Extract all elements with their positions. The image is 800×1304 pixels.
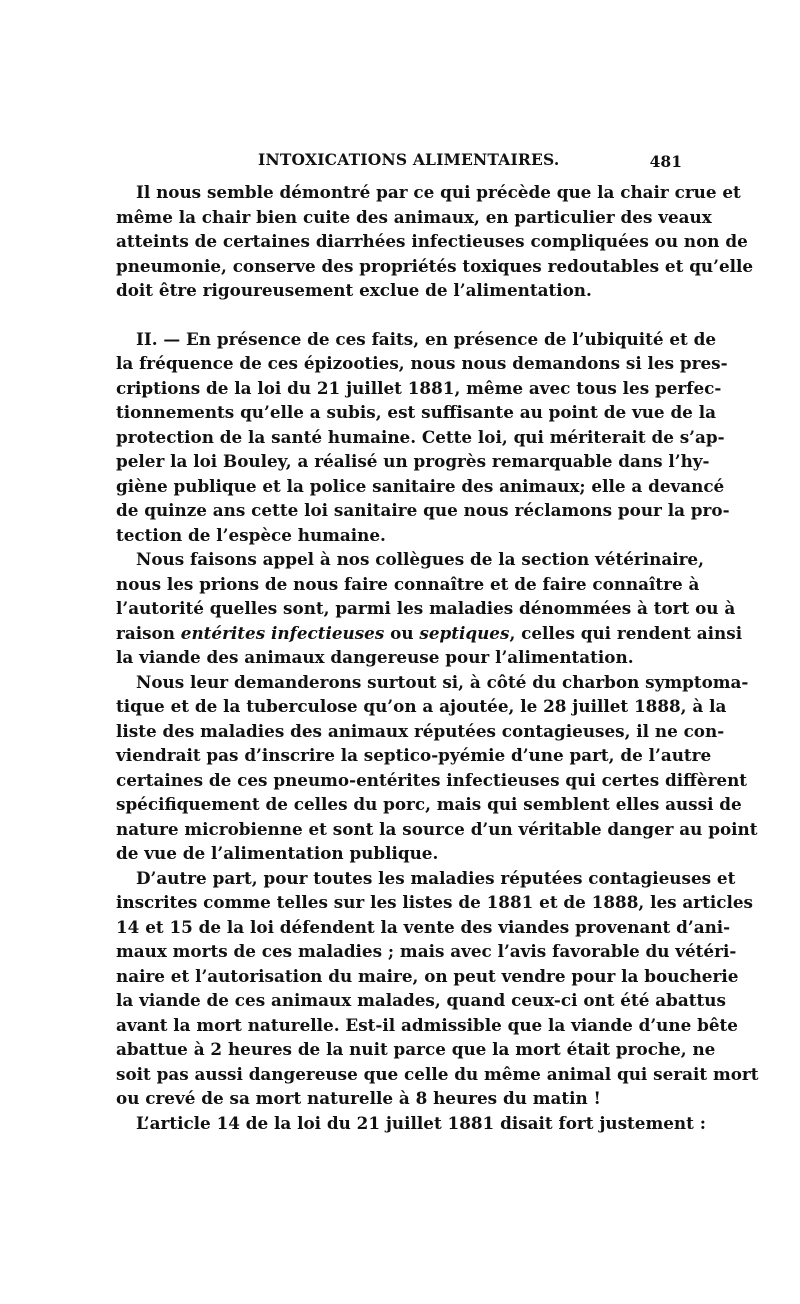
italic-term: septiques — [419, 622, 510, 643]
text-line: inscrites comme telles sur les listes de 1881 et de 1888, les articles — [116, 892, 753, 912]
text-line: la fréquence de ces épizooties, nous nous demandons si les pres- — [116, 353, 728, 373]
page-number: 481 — [649, 152, 682, 171]
text-line: naire et l’autorisation du maire, on peut vendre pour la boucherie — [116, 965, 739, 986]
text-line: II. — En présence de ces faits, en présence de l’ubiquité et de — [136, 328, 717, 349]
italic-term: entérites infectieuses — [180, 622, 385, 643]
paragraph-5 — [116, 866, 759, 1111]
text-line: viendrait pas d’inscrire la septico-pyémie d’une part, de l’autre — [116, 745, 712, 765]
text-line-with-italics — [116, 621, 743, 646]
text-line: Il nous semble démontré par ce qui précède que la chair crue et — [136, 182, 741, 202]
text-line: D’autre part, pour toutes les maladies réputées contagieuses et — [136, 867, 736, 888]
text-line: liste des maladies des animaux réputées contagieuses, il ne con- — [116, 720, 725, 741]
text-line: la viande des animaux dangereuse pour l’alimentation. — [116, 647, 634, 667]
text-span: ou — [384, 622, 420, 643]
text-line: protection de la santé humaine. Cette loi, qui mériterait de s’ap- — [116, 426, 725, 447]
text-line: l’autorité quelles sont, parmi les maladies dénommées à tort ou à — [116, 598, 736, 618]
paragraph-1 — [116, 180, 754, 303]
text-line: criptions de la loi du 21 juillet 1881, même avec tous les perfec- — [116, 377, 722, 398]
text-line: pneumonie, conserve des propriétés toxiques redoutables et qu’elle — [116, 255, 754, 276]
text-line: certaines de ces pneumo-entérites infectieuses qui certes diffèrent — [116, 769, 748, 790]
text-line: giène publique et la police sanitaire des animaux; elle a devancé — [116, 475, 725, 496]
paragraph-3 — [116, 547, 743, 670]
section-gap — [116, 303, 682, 327]
text-line: Nous leur demanderons surtout si, à côté du charbon symptoma- — [136, 671, 749, 692]
text-span: raison — [116, 622, 181, 643]
text-line: nature microbienne et sont la source d’un véritable danger au point — [116, 818, 758, 839]
text-line: tique et de la tuberculose qu’on a ajoutée, le 28 juillet 1888, à la — [116, 696, 727, 716]
text-line: tection de l’espèce humaine. — [116, 524, 386, 545]
text-line: tionnements qu’elle a subis, est suffisante au point de vue de la — [116, 402, 716, 422]
text-line: peler la loi Bouley, a réalisé un progrès remarquable dans l’hy- — [116, 451, 710, 471]
text-line: abattue à 2 heures de la nuit parce que la mort était proche, ne — [116, 1039, 716, 1059]
text-line: Nous faisons appel à nos collègues de la section vétérinaire, — [136, 549, 704, 569]
paragraph-4 — [116, 670, 758, 866]
text-line: 14 et 15 de la loi défendent la vente des viandes provenant d’ani- — [116, 916, 731, 937]
text-line: soit pas aussi dangereuse que celle du même animal qui serait mort — [116, 1063, 759, 1084]
running-title: INTOXICATIONS ALIMENTAIRES. — [258, 150, 560, 169]
text-line: la viande de ces animaux malades, quand ceux-ci ont été abattus — [116, 990, 726, 1010]
text-line: atteints de certaines diarrhées infectieuses compliquées ou non de — [116, 231, 748, 251]
text-line: de quinze ans cette loi sanitaire que nous réclamons pour la pro- — [116, 500, 730, 520]
text-span: , celles qui rendent ainsi — [509, 622, 743, 643]
text-line: avant la mort naturelle. Est-il admissible que la viande d’une bête — [116, 1014, 738, 1035]
text-line: spécifiquement de celles du porc, mais qui semblent elles aussi de — [116, 794, 742, 814]
paragraph-6 — [116, 1111, 706, 1136]
paragraph-2 — [116, 327, 730, 548]
text-line: nous les prions de nous faire connaître et de faire connaître à — [116, 573, 700, 594]
text-line: maux morts de ces maladies ; mais avec l’avis favorable du vétéri- — [116, 941, 737, 961]
text-line: ou crevé de sa mort naturelle à 8 heures du matin ! — [116, 1088, 601, 1108]
text-line: L’article 14 de la loi du 21 juillet 1881 disait fort justement : — [136, 1112, 706, 1133]
text-line: doit être rigoureusement exclue de l’alimentation. — [116, 280, 592, 300]
page-header — [118, 150, 682, 174]
text-line: même la chair bien cuite des animaux, en particulier des veaux — [116, 206, 712, 227]
text-line: de vue de l’alimentation publique. — [116, 843, 439, 863]
body-text — [116, 180, 759, 1135]
